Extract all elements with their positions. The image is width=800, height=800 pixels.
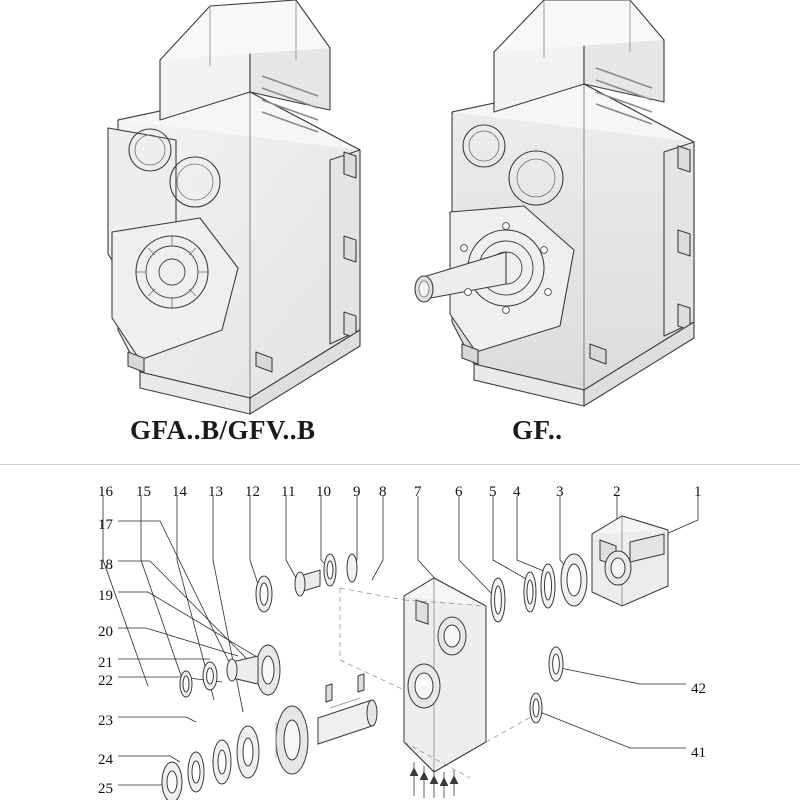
callout-41: 41 (691, 745, 706, 761)
callout-22: 22 (98, 673, 113, 689)
caption-gfa-b-gfv-b: GFA..B/GFV..B (130, 415, 316, 445)
callout-42: 42 (691, 681, 706, 697)
callout-2: 2 (613, 484, 621, 500)
callout-17: 17 (98, 517, 113, 533)
callout-16: 16 (98, 484, 113, 500)
callout-19: 19 (98, 588, 113, 604)
callout-6: 6 (455, 484, 463, 500)
leader-lines-right (540, 668, 686, 748)
callout-1: 1 (694, 484, 702, 500)
exploded-components (162, 516, 668, 800)
caption-gf: GF.. (512, 415, 563, 445)
callout-25: 25 (98, 781, 113, 797)
callout-14: 14 (172, 484, 187, 500)
callout-18: 18 (98, 557, 113, 573)
callout-12: 12 (245, 484, 260, 500)
callout-4: 4 (513, 484, 521, 500)
callout-10: 10 (316, 484, 331, 500)
callout-20: 20 (98, 624, 113, 640)
callout-8: 8 (379, 484, 387, 500)
callout-5: 5 (489, 484, 497, 500)
callout-13: 13 (208, 484, 223, 500)
callout-3: 3 (556, 484, 564, 500)
callout-11: 11 (281, 484, 296, 500)
callout-7: 7 (414, 484, 422, 500)
callout-24: 24 (98, 752, 113, 768)
callout-21: 21 (98, 655, 113, 671)
callout-9: 9 (353, 484, 361, 500)
callout-15: 15 (136, 484, 151, 500)
callout-23: 23 (98, 713, 113, 729)
